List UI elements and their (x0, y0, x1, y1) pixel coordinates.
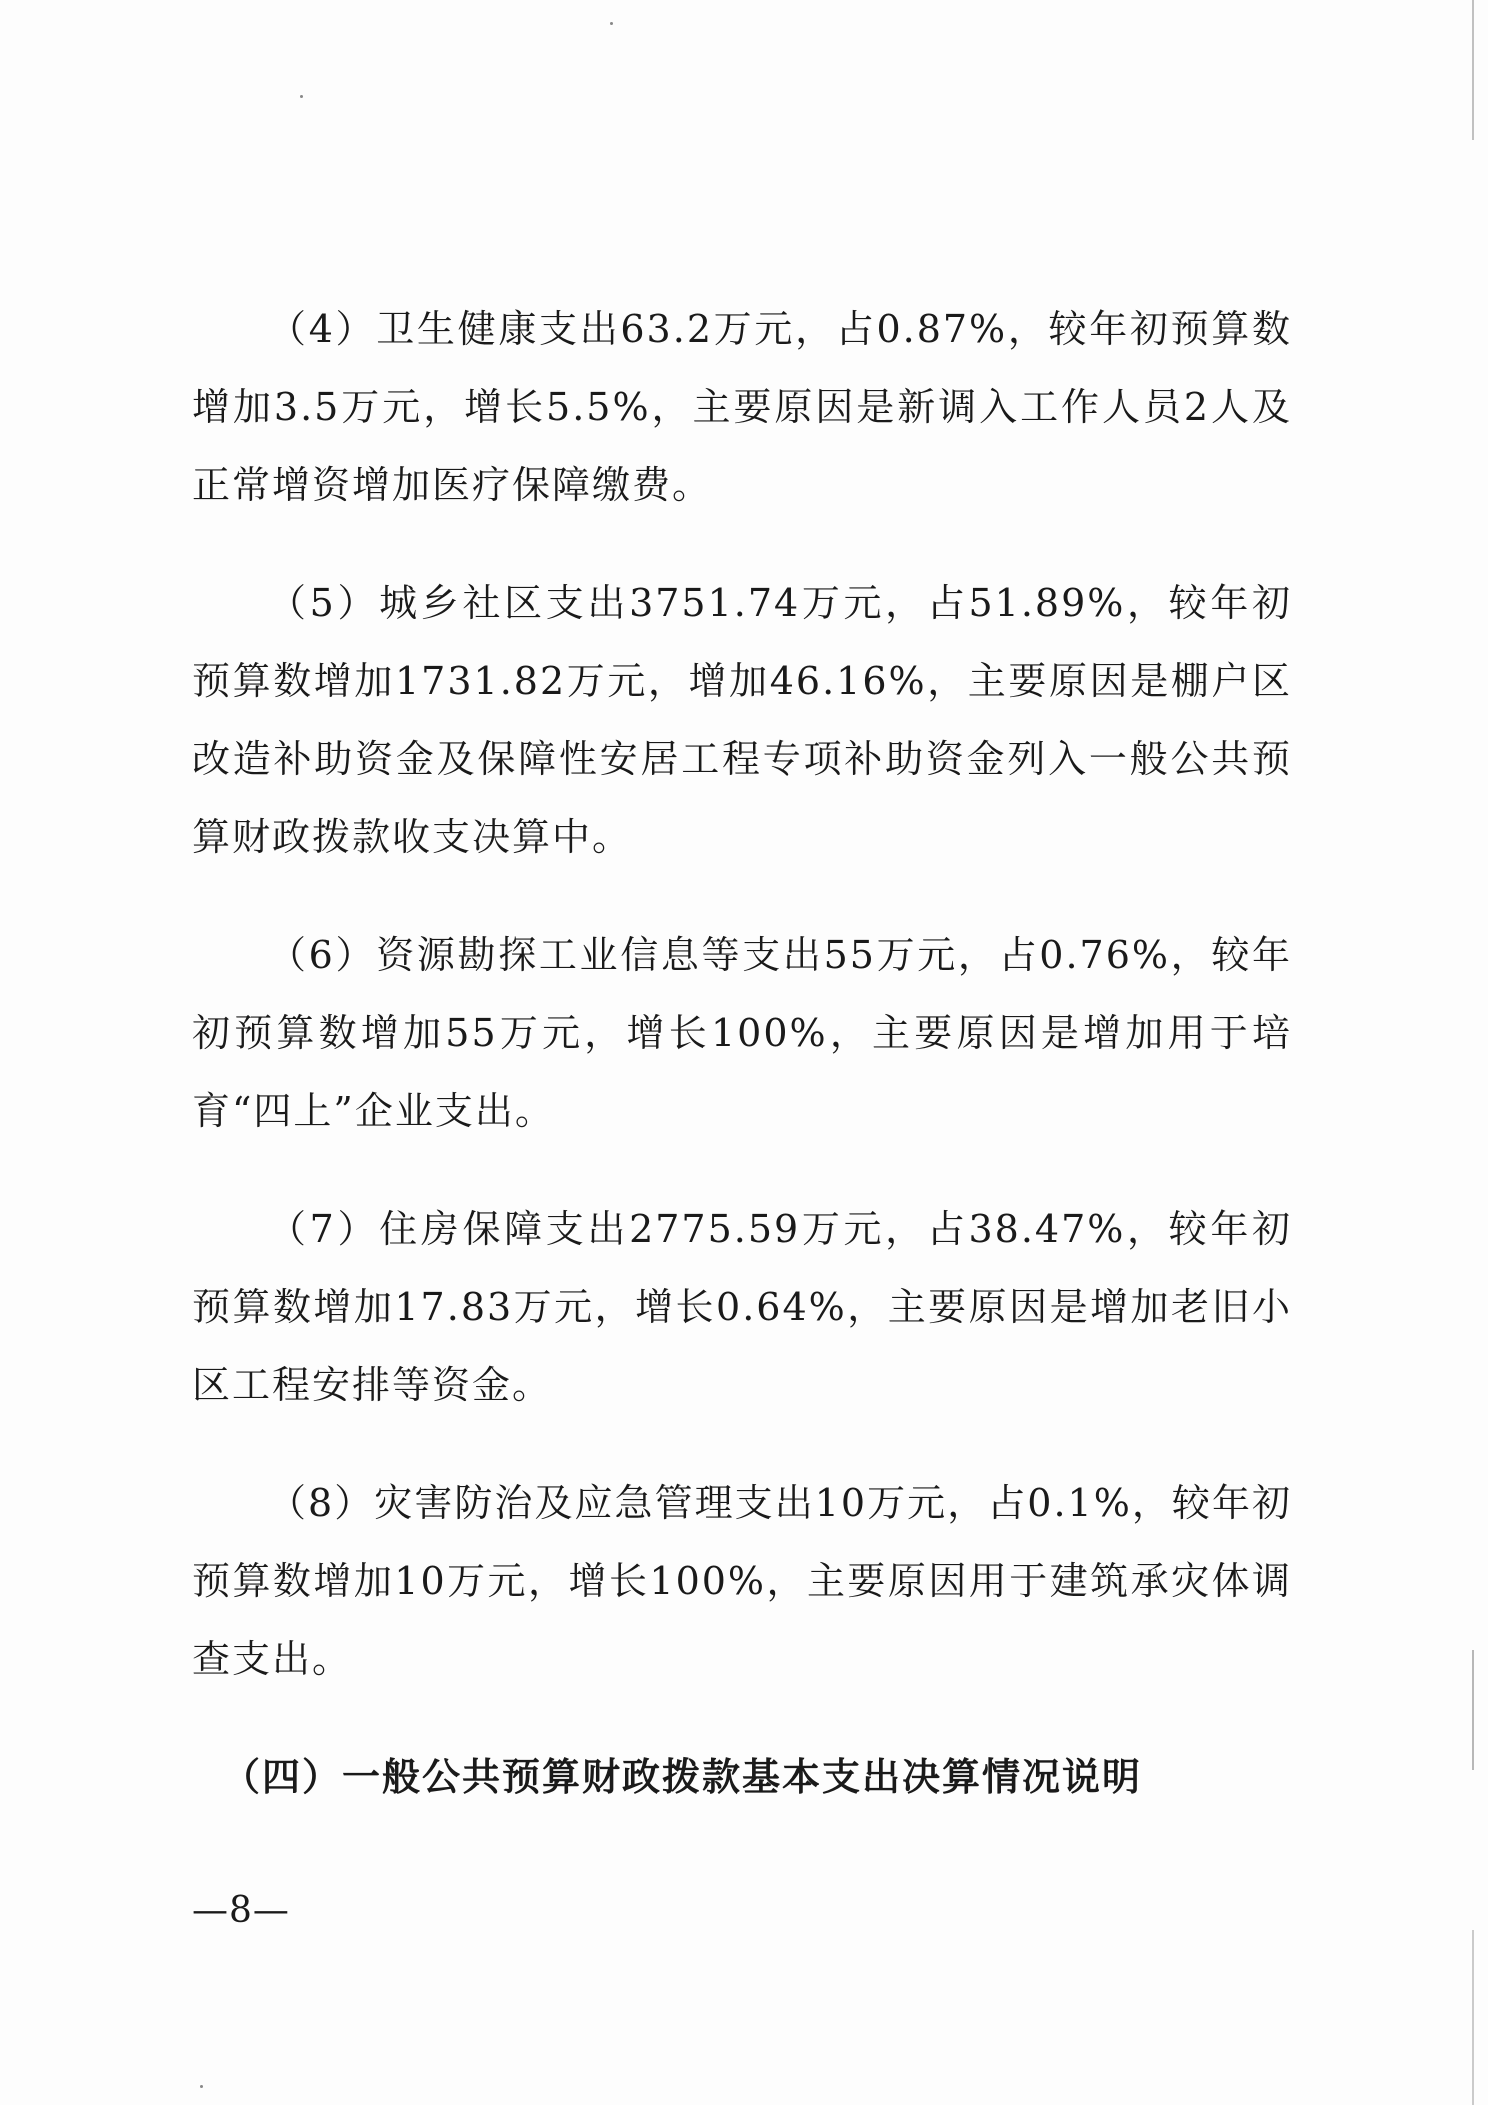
scan-speck (610, 22, 613, 25)
scan-speck (200, 2085, 203, 2088)
paragraph-housing-security-expenditure: （7）住房保障支出2775.59万元，占38.47%，较年初预算数增加17.83万元，增长0.64%，主要原因是增加老旧小区工程安排等资金。 (192, 1207, 1292, 1407)
paragraph-health-expenditure: （4）卫生健康支出63.2万元，占0.87%，较年初预算数增加3.5万元，增长5.5%，主要原因是新调入工作人员2人及正常增资增加医疗保障缴费。 (192, 307, 1292, 507)
scan-speck (300, 95, 303, 98)
scan-edge-artifact (1472, 0, 1474, 140)
paragraph-resource-exploration-expenditure: （6）资源勘探工业信息等支出55万元，占0.76%，较年初预算数增加55万元，增长100%，主要原因是增加用于培育“四上”企业支出。 (192, 933, 1292, 1133)
document-body (192, 290, 1292, 1816)
paragraph-disaster-prevention-expenditure: （8）灾害防治及应急管理支出10万元，占0.1%，较年初预算数增加10万元，增长100%，主要原因用于建筑承灾体调查支出。 (192, 1481, 1292, 1681)
scan-edge-artifact (1472, 1930, 1474, 2105)
page-number: —8— (192, 1890, 290, 1931)
scan-edge-artifact (1472, 1650, 1474, 1770)
paragraph-urban-rural-community-expenditure: （5）城乡社区支出3751.74万元，占51.89%，较年初预算数增加1731.82万元，增加46.16%，主要原因是棚户区改造补助资金及保障性安居工程专项补助资金列入一般公共预算财政拨款收支决算中。 (192, 581, 1292, 859)
section-heading: （四）一般公共预算财政拨款基本支出决算情况说明 (222, 1754, 1143, 1799)
